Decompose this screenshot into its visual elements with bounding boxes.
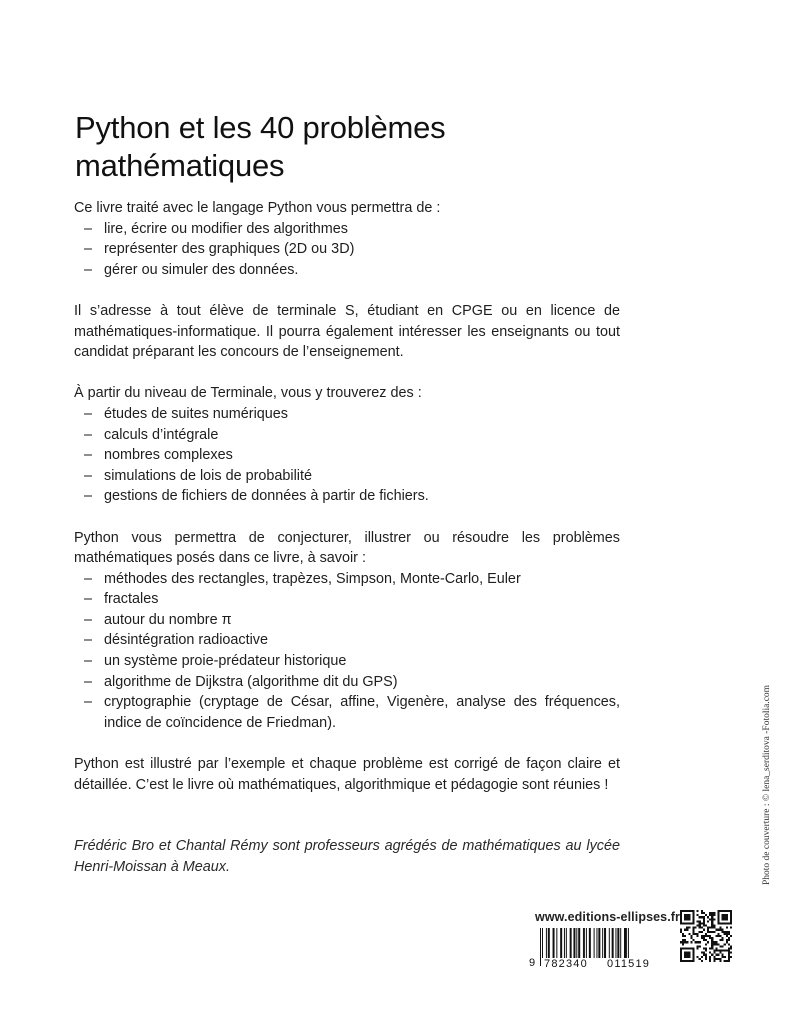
list-item: – simulations de lois de probabilité <box>74 466 620 487</box>
qr-module <box>684 914 690 920</box>
conclusion-paragraph: Python est illustré par l’exemple et chaque problème est corrigé de façon claire et détaillée. C’est le livre où mathématiques, algorithmique et pédagogie sont réunies ! <box>74 756 620 793</box>
barcode-group-1: 782340 <box>544 958 588 968</box>
qr-module <box>724 943 726 945</box>
dash-bullet: – <box>84 694 93 711</box>
qr-module <box>720 935 722 937</box>
publisher-website[interactable]: www.editions-ellipses.fr <box>535 910 681 924</box>
qr-module <box>726 935 728 937</box>
qr-module <box>715 941 717 943</box>
list-item: – gérer ou simuler des données. <box>74 260 620 281</box>
qr-module <box>697 910 699 912</box>
qr-module <box>680 931 682 933</box>
qr-module <box>713 925 715 927</box>
qr-module <box>703 925 705 927</box>
qr-module <box>720 927 722 929</box>
dash-bullet: – <box>84 447 93 464</box>
dash-bullet: – <box>84 673 93 690</box>
qr-module <box>711 925 713 927</box>
qr-module <box>705 933 707 935</box>
qr-module <box>728 958 730 960</box>
qr-module <box>697 933 699 935</box>
qr-module <box>692 929 694 931</box>
terminale-list <box>74 404 620 507</box>
qr-module <box>707 929 709 931</box>
qr-module <box>684 935 686 937</box>
qr-module <box>684 952 690 958</box>
list-item: – algorithme de Dijkstra (algorithme dit du GPS) <box>74 672 620 693</box>
dash-bullet: – <box>84 570 93 587</box>
barcode-bar <box>602 928 603 958</box>
qr-module <box>697 956 699 958</box>
audience-paragraph: Il s’adresse à tout élève de terminale S, étudiant en CPGE ou en licence de mathématiques-informatique. Il pourra également intéresser les enseignants ou tout candidat préparant les concours de l’enseignement. <box>74 302 620 361</box>
qr-module <box>728 956 730 958</box>
qr-module <box>730 945 732 947</box>
qr-module <box>692 931 694 933</box>
barcode-bar <box>583 928 584 958</box>
qr-module <box>684 929 686 931</box>
qr-module <box>722 950 724 952</box>
dash-bullet: – <box>84 261 93 278</box>
qr-module <box>724 931 726 933</box>
qr-module <box>688 933 690 935</box>
qr-module <box>715 929 717 931</box>
qr-module <box>709 937 711 939</box>
qr-module <box>722 937 724 939</box>
qr-module <box>703 937 705 939</box>
qr-module <box>711 939 713 941</box>
qr-module <box>684 941 686 943</box>
photo-credit: Photo de couverture : © lena_serditova -Fotolia.com <box>762 684 772 885</box>
qr-module <box>726 933 728 935</box>
qr-module <box>720 945 722 947</box>
back-cover-text <box>74 198 620 898</box>
qr-module <box>709 947 711 949</box>
qr-module <box>699 925 701 927</box>
qr-module <box>699 927 701 929</box>
qr-module <box>697 945 699 947</box>
qr-module <box>703 912 705 914</box>
qr-module <box>686 929 688 931</box>
list-item: – calculs d’intégrale <box>74 425 620 446</box>
dash-bullet: – <box>84 426 93 443</box>
qr-module <box>711 922 713 924</box>
dash-bullet: – <box>84 488 93 505</box>
barcode-bar <box>620 928 621 958</box>
qr-module <box>703 947 705 949</box>
barcode-bar <box>617 928 619 958</box>
qr-module <box>709 935 711 937</box>
qr-module <box>697 920 699 922</box>
qr-module <box>705 950 707 952</box>
qr-module <box>682 941 684 943</box>
qr-module <box>697 925 699 927</box>
qr-module <box>705 939 707 941</box>
barcode-bar <box>598 928 600 958</box>
qr-module <box>717 929 719 931</box>
qr-module <box>680 941 682 943</box>
list-item: – méthodes des rectangles, trapèzes, Simpson, Monte-Carlo, Euler <box>74 569 620 590</box>
list-item: – nombres complexes <box>74 445 620 466</box>
qr-module <box>695 933 697 935</box>
list-item: – désintégration radioactive <box>74 630 620 651</box>
qr-module <box>711 927 713 929</box>
qr-module <box>722 939 724 941</box>
list-item: – cryptographie (cryptage de César, affine, Vigenère, analyse des fréquences, indice de coïncidence de Friedman). <box>84 694 620 731</box>
dash-bullet: – <box>84 467 93 484</box>
qr-module <box>705 954 707 956</box>
qr-module <box>703 916 705 918</box>
qr-module <box>713 950 715 952</box>
qr-module <box>728 952 730 954</box>
qr-module <box>690 941 692 943</box>
qr-module <box>682 943 684 945</box>
qr-module <box>707 935 709 937</box>
qr-module <box>701 916 703 918</box>
barcode-bar <box>612 928 614 958</box>
qr-module <box>717 954 719 956</box>
qr-module <box>726 941 728 943</box>
qr-module <box>728 937 730 939</box>
barcode-bar <box>570 928 572 958</box>
qr-module <box>709 952 711 954</box>
qr-module <box>713 931 715 933</box>
qr-module <box>726 927 728 929</box>
qr-module <box>713 956 715 958</box>
barcode-bar <box>589 928 591 958</box>
qr-module <box>686 927 688 929</box>
qr-module <box>720 950 722 952</box>
barcode-bar <box>546 928 547 958</box>
qr-module <box>715 954 717 956</box>
qr-module <box>701 922 703 924</box>
qr-module <box>705 935 707 937</box>
qr-module <box>709 931 711 933</box>
qr-module <box>705 943 707 945</box>
list-item: – lire, écrire ou modifier des algorithmes <box>74 219 620 240</box>
barcode-bar <box>566 928 567 958</box>
dash-bullet: – <box>84 632 93 649</box>
barcode-bar <box>573 928 575 958</box>
qr-module <box>713 952 715 954</box>
qr-module <box>722 931 724 933</box>
barcode-bar <box>604 928 606 958</box>
qr-module <box>715 950 717 952</box>
qr-module <box>699 916 701 918</box>
qr-module <box>699 958 701 960</box>
intro-lead: Ce livre traité avec le langage Python vous permettra de : <box>74 200 441 216</box>
qr-module <box>699 920 701 922</box>
qr-module <box>715 947 717 949</box>
book-title <box>75 109 635 185</box>
qr-module <box>713 960 715 962</box>
qr-module <box>709 960 711 962</box>
qr-module <box>711 931 713 933</box>
qr-code-icon[interactable] <box>680 910 732 962</box>
isbn-barcode <box>528 928 673 968</box>
qr-module <box>711 954 713 956</box>
qr-module <box>728 950 730 952</box>
qr-module <box>703 952 705 954</box>
qr-module <box>701 935 703 937</box>
qr-module <box>726 931 728 933</box>
intro-list <box>74 219 620 281</box>
qr-module <box>717 935 719 937</box>
qr-module <box>705 947 707 949</box>
terminale-lead: À partir du niveau de Terminale, vous y trouverez des : <box>74 385 422 402</box>
book-title-line-1: Python et les 40 problèmes <box>75 109 446 145</box>
qr-module <box>684 939 686 941</box>
qr-module <box>701 931 703 933</box>
qr-module <box>711 920 713 922</box>
book-title-line-2: mathématiques <box>75 147 285 183</box>
qr-module <box>703 954 705 956</box>
qr-module <box>717 943 719 945</box>
qr-module <box>703 920 705 922</box>
list-item: – représenter des graphiques (2D ou 3D) <box>74 239 620 260</box>
qr-module <box>711 937 713 939</box>
qr-module <box>724 950 726 952</box>
qr-module <box>699 945 701 947</box>
qr-module <box>695 941 697 943</box>
dash-bullet: – <box>84 405 93 422</box>
qr-module <box>692 927 694 929</box>
barcode-bar <box>560 928 562 958</box>
barcode-bar <box>594 928 595 958</box>
qr-module <box>724 933 726 935</box>
qr-module <box>713 958 715 960</box>
qr-module <box>722 945 724 947</box>
qr-module <box>682 933 684 935</box>
qr-module <box>715 935 717 937</box>
list-item: – gestions de fichiers de données à partir de fichiers. <box>74 486 620 507</box>
authors-note: Frédéric Bro et Chantal Rémy sont professeurs agrégés de mathématiques au lycée Henri-Moissan à Meaux. <box>74 838 620 875</box>
list-item: – un système proie-prédateur historique <box>74 651 620 672</box>
qr-module <box>726 950 728 952</box>
barcode-bar <box>609 928 610 958</box>
qr-module <box>728 931 730 933</box>
qr-module <box>722 914 728 920</box>
list-item: – fractales <box>74 589 620 610</box>
qr-module <box>730 935 732 937</box>
qr-module <box>703 922 705 924</box>
qr-module <box>720 958 722 960</box>
qr-module <box>730 947 732 949</box>
barcode-bar <box>624 928 626 958</box>
qr-module <box>709 918 711 920</box>
qr-module <box>715 958 717 960</box>
qr-module <box>707 920 709 922</box>
qr-module <box>713 912 715 914</box>
qr-module <box>707 927 709 929</box>
problems-list <box>74 569 620 734</box>
qr-module <box>711 916 713 918</box>
qr-module <box>690 935 692 937</box>
dash-bullet: – <box>84 220 93 237</box>
qr-module <box>720 960 722 962</box>
qr-module <box>692 933 694 935</box>
qr-module <box>720 929 722 931</box>
qr-module <box>728 933 730 935</box>
qr-module <box>701 960 703 962</box>
qr-module <box>701 910 703 912</box>
list-item: – autour du nombre π <box>74 610 620 631</box>
qr-module <box>709 927 711 929</box>
qr-module <box>730 956 732 958</box>
qr-module <box>705 925 707 927</box>
qr-module <box>713 918 715 920</box>
qr-module <box>715 943 717 945</box>
qr-module <box>730 927 732 929</box>
qr-module <box>701 937 703 939</box>
qr-module <box>697 941 699 943</box>
qr-module <box>722 954 724 956</box>
barcode-bar <box>578 928 580 958</box>
barcode-group-2: 011519 <box>607 958 651 968</box>
dash-bullet: – <box>84 241 93 258</box>
qr-module <box>707 941 709 943</box>
qr-module <box>695 927 697 929</box>
dash-bullet: – <box>84 653 93 670</box>
qr-module <box>709 914 711 916</box>
qr-module <box>717 933 719 935</box>
qr-module <box>707 916 709 918</box>
qr-module <box>709 912 711 914</box>
qr-module <box>682 935 684 937</box>
qr-module <box>711 912 713 914</box>
qr-module <box>720 939 722 941</box>
qr-module <box>728 943 730 945</box>
qr-module <box>722 956 724 958</box>
qr-module <box>720 952 722 954</box>
qr-module <box>713 943 715 945</box>
qr-module <box>701 927 703 929</box>
qr-module <box>713 914 715 916</box>
qr-module <box>711 918 713 920</box>
qr-module <box>701 912 703 914</box>
qr-module <box>711 914 713 916</box>
qr-modules <box>680 910 732 962</box>
qr-module <box>711 943 713 945</box>
qr-module <box>711 945 713 947</box>
qr-module <box>728 939 730 941</box>
qr-module <box>701 952 703 954</box>
qr-module <box>726 960 728 962</box>
qr-module <box>713 941 715 943</box>
barcode-bar <box>564 928 565 958</box>
qr-module <box>703 935 705 937</box>
barcode-bar <box>615 928 616 958</box>
qr-module <box>697 947 699 949</box>
qr-module <box>728 960 730 962</box>
qr-module <box>699 931 701 933</box>
dash-bullet: – <box>84 591 93 608</box>
qr-module <box>711 947 713 949</box>
qr-module <box>682 939 684 941</box>
barcode-bar <box>596 928 597 958</box>
qr-module <box>703 918 705 920</box>
barcode-first-digit: 9 <box>529 957 536 968</box>
qr-module <box>730 952 732 954</box>
qr-module <box>701 956 703 958</box>
qr-module <box>697 914 699 916</box>
list-item: – études de suites numériques <box>74 404 620 425</box>
qr-module <box>713 927 715 929</box>
barcode-bar <box>576 928 577 958</box>
qr-module <box>728 954 730 956</box>
qr-module <box>728 947 730 949</box>
qr-module <box>697 935 699 937</box>
qr-module <box>690 937 692 939</box>
qr-module <box>703 939 705 941</box>
barcode-bar <box>553 928 555 958</box>
qr-module <box>717 950 719 952</box>
qr-module <box>726 939 728 941</box>
qr-module <box>705 958 707 960</box>
qr-module <box>703 929 705 931</box>
qr-module <box>680 929 682 931</box>
barcode-guard-bar <box>540 928 541 966</box>
qr-module <box>705 956 707 958</box>
qr-module <box>709 958 711 960</box>
qr-module <box>711 941 713 943</box>
qr-module <box>699 941 701 943</box>
qr-module <box>724 956 726 958</box>
qr-module <box>724 960 726 962</box>
qr-module <box>707 931 709 933</box>
qr-module <box>686 941 688 943</box>
qr-module <box>705 914 707 916</box>
qr-module <box>717 958 719 960</box>
barcode-bar <box>548 928 550 958</box>
qr-module <box>699 922 701 924</box>
qr-module <box>692 939 694 941</box>
qr-module <box>709 956 711 958</box>
qr-module <box>688 927 690 929</box>
dash-bullet: – <box>84 611 93 628</box>
barcode-bar <box>556 928 557 958</box>
problems-lead: Python vous permettra de conjecturer, illustrer ou résoudre les problèmes mathématiques posés dans ce livre, à savoir : <box>74 529 620 567</box>
qr-module <box>722 929 724 931</box>
